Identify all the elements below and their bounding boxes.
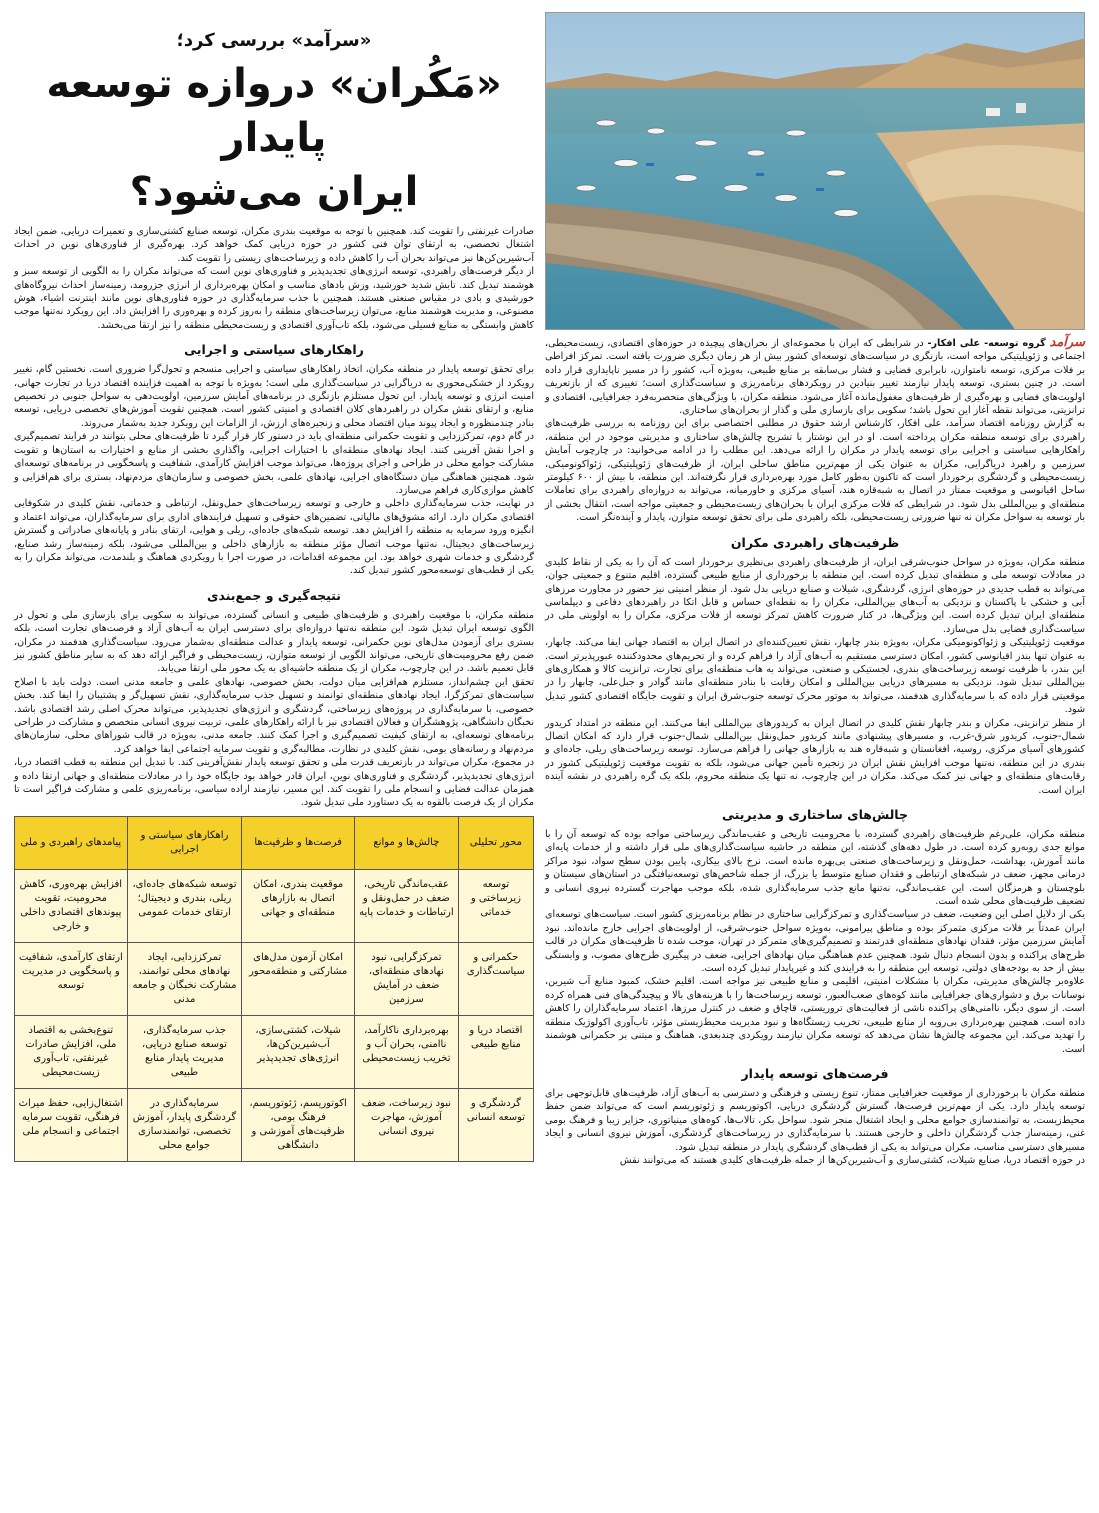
left-paragraph-4: در گام دوم، تمرکززدایی و تقویت حکمرانی منطقه‌ای باید در دستور کار قرار گیرد تا ظرفیت‌های محلی بتوانند در فرایند تصمیم‌گیری و اجرا نقش آفرینی کنند. ایجاد نهادهای منطقه‌ای با اختیارات اجرایی، واگذاری بخشی از منابع و اختیارات به استان‌ها و تقویت مشارکت جوامع محلی در طراحی و اجرای پروژه‌ها، می‌تواند موجب افزایش کارآمدی، شفافیت و پاسخگویی در برنامه‌های توسعه‌ای شود. همچنین هماهنگی میان دستگاه‌های اجرایی، نهادهای علمی، بخش خصوصی و سازمان‌های مردم‌نهاد، بستری برای هم‌افزایی و کاهش موازی‌کاری فراهم می‌سازد. (14, 431, 534, 496)
publication-logo: سرآمد (1049, 335, 1085, 350)
table-header-row (15, 816, 534, 869)
headline-line-2: ایران می‌شود؟ (129, 169, 419, 215)
intro-text: در شرایطی که ایران با مجموعه‌ای از بحران‌های پیچیده در حوزه‌های اقتصادی، زیست‌محیطی، اجتماعی و ژئوپلیتیکی مواجه است، بازنگری در سیاست‌های توسعه‌ای کشور بیش از هر زمان دیگری ضرورت یافته است. تمرکز افراطی بر فلات مرکزی، توسعه نامتوازن، نابرابری فضایی و فشار بی‌سابقه بر منابع طبیعی، به‌ویژه آب، کشور را در مسیر ناپایداری قرار داده است. در چنین بستری، توسعه پایدار نیازمند تغییر بنیادین در رویکردهای برنامه‌ریزی و سیاست‌گذاری است؛ تغییری که از بازتعریف اولویت‌های فضایی و بهره‌گیری از ظرفیت‌های مغفول‌مانده آغاز می‌شود. منطقه مکران، با ویژگی‌های منحصربه‌فرد جغرافیایی، اقتصادی و ترانزیتی، می‌تواند نقطه آغاز این تحول باشد؛ سکویی برای بازسازی ملی و گذار از بحران‌های ساختاری. (545, 338, 1085, 417)
right-paragraph-8: علاوه‌بر چالش‌های مدیریتی، مکران با مشکلات امنیتی، اقلیمی و منابع طبیعی نیز مواجه است. اقلیم خشک، کمبود منابع آب شیرین، نوسانات برق و دشواری‌های جغرافیایی مانند کوه‌های صعب‌العبور، توسعه زیرساخت‌ها را با هزینه‌های بالا و پیچیدگی‌های فنی همراه کرده است. از سوی دیگر، ناامنی‌های پراکنده ناشی از فعالیت‌های تروریستی، قاچاق و ضعف در کنترل مرزها، اعتماد سرمایه‌گذاران را کاهش داده است. همچنین بهره‌برداری بی‌رویه از منابع طبیعی، تخریب زیستگاه‌ها و نبود مدیریت محیط‌زیستی مؤثر، تاب‌آوری اکولوژیک منطقه را تهدید می‌کند. این مجموعه چالش‌ها نشان می‌دهد که توسعه مکران نیازمند رویکردی چندبعدی، هماهنگ و مبتنی بر حکمرانی هوشمند است. (545, 976, 1085, 1055)
harbor-illustration (546, 13, 1085, 330)
table-row (15, 869, 534, 942)
table-cell: اقتصاد دریا و منابع طبیعی (458, 1015, 533, 1088)
headline-line-1: «مَکُران» دروازه توسعه پایدار (46, 61, 502, 161)
right-paragraph-9: منطقه مکران با برخورداری از موقعیت جغرافیایی ممتاز، تنوع زیستی و فرهنگی و دسترسی به آب‌های آزاد، ظرفیت‌های قابل‌توجهی برای توسعه پایدار دارد. یکی از مهم‌ترین فرصت‌ها، گسترش گردشگری دریایی، اکوتوریسم و ژئوتوریسم است که می‌تواند ضمن حفظ محیط‌زیست، به توانمندسازی جوامع محلی و ایجاد اشتغال منجر شود. سواحل بکر، تالاب‌ها، کوه‌های مینیاتوری، جزایر زیبا و فرهنگ بومی غنی، زمینه‌ساز جذب گردشگران داخلی و خارجی هستند. با سرمایه‌گذاری در زیرساخت‌های گردشگری، آموزش نیروی انسانی و ایجاد مسیرهای دسترسی مناسب، مکران می‌تواند به یکی از قطب‌های گردشگری پایدار در منطقه تبدیل شود. (545, 1087, 1085, 1153)
right-paragraph-2: به گزارش روزنامه اقتصاد سرآمد، علی افکار، کارشناس ارشد حقوق در مطلبی اختصاصی برای این روزنامه به بررسی ظرفیت‌های راهبردی برای توسعه منطقه مکران پرداخته است. او در این نوشتار با تشریح چالش‌های ساختاری و مدیریتی موجود در این منطقه، راهکارهایی سیاستی و اجرایی برای توسعه پایدار در مکران را ارائه می‌دهد. این مطلب را در ادامه می‌خوانید: در چارچوب آمایش سرزمین و راهبرد دریاگرایی، مکران به عنوان یکی از مهم‌ترین مناطق ساحلی ایران، از ظرفیت‌های ژئوپلیتیکی، ژئواکونومیکی، زیست‌محیطی و گردشگری برخوردار است که تاکنون به‌طور کامل مورد بهره‌برداری قرار نگرفته‌اند. این منطقه، با بیش از ۶۰۰ کیلومتر ساحل اقیانوسی و موقعیت ممتاز در اتصال به شبه‌قاره هند، آسیای مرکزی و خاورمیانه، می‌تواند به دروازه‌ای راهبردی برای تعاملات منطقه‌ای و بین‌المللی بدل شود. در شرایطی که فلات مرکزی ایران با بحران‌های زیست‌محیطی و جمعیتی مواجه است، انتقال بخشی از بار توسعه به سواحل مکران نه تنها ضرورتی زیست‌محیطی، بلکه راهبردی ملی برای تحقق توسعه متوازن، پایدار و آینده‌نگر است. (545, 418, 1085, 524)
right-column (545, 12, 1085, 1167)
table-row (15, 942, 534, 1015)
table-cell: امکان آزمون مدل‌های مشارکتی و منطقه‌محور (242, 942, 355, 1015)
harbor-photo (545, 12, 1085, 330)
right-paragraph-7: یکی از دلایل اصلی این وضعیت، ضعف در سیاست‌گذاری و تمرکزگرایی ساختاری در نظام برنامه‌ریزی کشور است. سیاست‌های توسعه‌ای ایران عمدتاً بر فلات مرکزی متمرکز بوده و مناطق پیرامونی، به‌ویژه سواحل جنوب‌شرقی، از اولویت‌های اجرایی خارج مانده‌اند. نبود آمایش سرزمین مؤثر، فقدان نهادهای منطقه‌ای قدرتمند و تصمیم‌گیری‌های متمرکز در تهران، موجب شده تا ظرفیت‌های مکران در قالب طرح‌های پراکنده و بدون انسجام دنبال شود. همچنین عدم هماهنگی میان نهادهای اجرایی، ضعف در پیگیری طرح‌های مصوب، و وابستگی بیش از حد به بودجه‌های دولتی، توسعه این منطقه را به فرایندی کند و غیرپایدار تبدیل کرده است. (545, 909, 1085, 975)
table-cell: موقعیت بندری، امکان اتصال به بازارهای منطقه‌ای و جهانی (242, 869, 355, 942)
table-cell: توسعه زیرساختی و خدماتی (458, 869, 533, 942)
left-paragraph-5: در نهایت، جذب سرمایه‌گذاری داخلی و خارجی و توسعه زیرساخت‌های حمل‌ونقل، ارتباطی و خدماتی، نقش کلیدی در شکوفایی اقتصادی مکران دارد. ارائه مشوق‌های مالیاتی، تضمین‌های حقوقی و تسهیل فرایندهای اداری برای سرمایه‌گذاران، می‌تواند اعتماد و انگیزه ورود سرمایه به منطقه را افزایش دهد. توسعه شبکه‌های جاده‌ای، ریلی و هوایی، ارتقای بنادر و پایانه‌های صادراتی و گسترش زیرساخت‌های دیجیتال، نه‌تنها موجب اتصال مؤثر منطقه به بازارهای داخلی و بین‌المللی می‌شود، بلکه زمینه‌ساز رشد صنایع، گردشگری و خدمات شهری خواهد بود. این مجموعه اقدامات، در صورت اجرا با رویکردی هماهنگ و بلندمدت، می‌تواند مکران را به یکی از قطب‌های توسعه‌محور کشور تبدیل کند. (14, 498, 534, 577)
heading-sustainable-opportunities: فرصت‌های توسعه پایدار (741, 1065, 889, 1081)
table-cell: تنوع‌بخشی به اقتصاد ملی، افزایش صادرات غیرنفتی، تاب‌آوری زیست‌محیطی (15, 1015, 128, 1088)
byline: گروه توسعه- علی افکار- (927, 338, 1046, 349)
table-header-cell: پیامدهای راهبردی و ملی (15, 816, 128, 869)
table-cell: شیلات، کشتی‌سازی، آب‌شیرین‌کن‌ها، انرژی‌های تجدیدپذیر (242, 1015, 355, 1088)
table-cell: توسعه شبکه‌های جاده‌ای، ریلی، بندری و دیجیتال؛ ارتقای خدمات عمومی (127, 869, 241, 942)
left-paragraph-8: در مجموع، مکران می‌تواند در بازتعریف قدرت ملی و تحقق توسعه پایدار نقش‌آفرینی کند. با تبدیل این منطقه به قطب اقتصاد دریا، انرژی‌های تجدیدپذیر، گردشگری و فناوری‌های نوین، ایران قادر خواهد بود جایگاه خود را در معادلات منطقه‌ای و جهانی ارتقا داده و همزمان عدالت فضایی و انسجام ملی را تقویت کند. این مسیر، نیازمند اراده سیاسی، برنامه‌ریزی علمی و مشارکت فراگیر است تا مکران از یک فرصت بالقوه به یک دستاورد ملی تبدیل شود. (14, 757, 534, 809)
table-row (15, 1015, 534, 1088)
right-paragraph-10: در حوزه اقتصاد دریا، صنایع شیلات، کشتی‌سازی و آب‌شیرین‌کن‌ها از جمله ظرفیت‌های کلیدی هستند که می‌توانند نقش (619, 1154, 1085, 1166)
table-cell: تمرکززدایی، ایجاد نهادهای محلی توانمند، مشارکت نخبگان و جامعه مدنی (127, 942, 241, 1015)
table-row (15, 1088, 534, 1161)
heading-strategic-capacities: ظرفیت‌های راهبردی مکران (730, 534, 900, 550)
table-header-cell: فرصت‌ها و ظرفیت‌ها (242, 816, 355, 869)
left-paragraph-2: از دیگر فرصت‌های راهبردی، توسعه انرژی‌های تجدیدپذیر و فناوری‌های نوین است که می‌تواند مکران را به الگویی از توسعه سبز و هوشمند تبدیل کند. تابش شدید خورشید، وزش بادهای مناسب و امکان بهره‌برداری از انرژی جزرومد، زمینه‌ساز احداث نیروگاه‌های خورشیدی و بادی در مقیاس صنعتی هستند. همچنین با جذب سرمایه‌گذاری در حوزه فناوری‌های نوین مانند اینترنت اشیاء، هوش مصنوعی، و مدیریت هوشمند منابع، می‌توان زیرساخت‌های منطقه را به‌روز کرده و بهره‌وری را افزایش داد. این رویکرد نه‌تنها موجب کاهش وابستگی به منابع فسیلی می‌شود، بلکه تاب‌آوری اقتصادی و زیست‌محیطی منطقه را نیز ارتقا می‌بخشد. (14, 266, 534, 331)
table-cell: بهره‌برداری ناکارآمد، ناامنی، بحران آب و تخریب زیست‌محیطی (355, 1015, 459, 1088)
heading-structural-challenges: چالش‌های ساختاری و مدیریتی (721, 807, 909, 822)
left-paragraph-3: برای تحقق توسعه پایدار در منطقه مکران، اتخاذ راهکارهای سیاستی و اجرایی منسجم و تحول‌گرا ضروری است. نخستین گام، تغییر رویکرد از خشکی‌محوری به دریاگرایی در سیاست‌گذاری ملی است؛ به‌ویژه با توجه به اهمیت فزاینده اقتصاد دریا در تجارت جهانی، امنیت انرژی و توسعه پایدار. این تحول مستلزم بازنگری در برنامه‌های آمایش سرزمین، اولویت‌دهی به سواحل جنوبی در تخصیص منابع، و ارتقای نقش مکران در راهبردهای کلان اقتصادی و امنیتی کشور است. همچنین تقویت آموزش‌های تخصصی دریایی، توسعه بنادر چندمنظوره و ایجاد پیوند میان اقتصاد محلی و زنجیره‌های ارزش، از الزامات این رویکرد جدید به‌شمار می‌روند. (14, 364, 534, 429)
table-cell: حکمرانی و سیاست‌گذاری (458, 942, 533, 1015)
right-paragraph-6: منطقه مکران، علی‌رغم ظرفیت‌های راهبردی گسترده، با محرومیت تاریخی و عقب‌ماندگی زیرساختی مواجه بوده که توسعه آن را با موانع جدی روبه‌رو کرده است. در طول دهه‌های گذشته، این منطقه در حاشیه سیاست‌گذاری‌های ملی قرار داشته و از خدمات پایه‌ای مانند آموزش، بهداشت، حمل‌ونقل و زیرساخت‌های صنعتی بی‌بهره مانده است. نرخ بالای بیکاری، پایین بودن سطح سواد، نبود مراکز درمانی مجهز، ضعف در شبکه‌های ارتباطی و فقدان صنایع متوسط یا بزرگ، از جمله شاخص‌های توسعه‌نیافتگی در استان‌های سیستان و بلوچستان و هرمزگان است. این عقب‌ماندگی، نه‌تنها مانع جذب سرمایه‌گذاری شده، بلکه موجب مهاجرت گسترده نیروی انسانی و تضعیف ظرفیت‌های محلی شده است. (545, 829, 1085, 908)
left-paragraph-6: منطقه مکران، با موقعیت راهبردی و ظرفیت‌های طبیعی و انسانی گسترده، می‌تواند به سکویی برای بازسازی ملی و تحول در الگوی توسعه ایران تبدیل شود. این منطقه نه‌تنها دروازه‌ای برای دسترسی ایران به آب‌های آزاد و فرصت‌های تجارت است، بلکه بستری برای آزمودن مدل‌های نوین حکمرانی، توسعه پایدار و عدالت منطقه‌ای به‌شمار می‌رود. سیاست‌گذاری هدفمند در مکران، ضمن رفع محرومیت‌های تاریخی، می‌تواند الگویی از توسعه متوازن، زیست‌محیطی و فراگیر ارائه دهد که به سایر مناطق کشور نیز قابل تعمیم باشد. در این چارچوب، مکران از یک منطقه حاشیه‌ای به یک محور ملی ارتقا می‌یابد. (14, 609, 534, 675)
table-cell: سرمایه‌گذاری در گردشگری پایدار، آموزش تخصصی، توانمندسازی جوامع محلی (127, 1088, 241, 1161)
heading-policy-solutions: راهکارهای سیاستی و اجرایی (184, 342, 364, 358)
right-paragraph-5: از منظر ترانزیتی، مکران و بندر چابهار نقش کلیدی در اتصال ایران به کریدورهای بین‌المللی ایفا می‌کنند. این منطقه در امتداد کریدور شمال-جنوب، کریدور شرق-غرب، و مسیرهای پیشنهادی مانند کریدور حمل‌ونقل بین‌المللی شمال-جنوب قرار دارد که امکان اتصال کشورهای آسیای مرکزی، روسیه، افغانستان و شبه‌قاره هند به بازارهای جهانی را فراهم می‌سازد. توسعه زیرساخت‌های ریلی، جاده‌ای و بندری در این منطقه، نه‌تنها موجب افزایش نقش ایران در زنجیره تأمین جهانی می‌شود، بلکه به تقویت موقعیت ژئوپلیتیکی کشور در رقابت‌های منطقه‌ای و جهانی نیز کمک می‌کند. مکران در این چارچوب، نه تنها یک منطقه محروم، بلکه یک گره راهبردی در نقشه آینده ایران است. (545, 717, 1085, 796)
left-column (14, 12, 534, 1162)
table-cell: افزایش بهره‌وری، کاهش محرومیت، تقویت پیوندهای اقتصادی داخلی و خارجی (15, 869, 128, 942)
heading-conclusion: نتیجه‌گیری و جمع‌بندی (207, 587, 341, 603)
table-cell: ارتقای کارآمدی، شفافیت و پاسخگویی در مدیریت توسعه (15, 942, 128, 1015)
right-paragraph-4: موقعیت ژئوپلیتیکی و ژئواکونومیکی مکران، به‌ویژه بندر چابهار، نقش تعیین‌کننده‌ای در اتصال ایران به اقتصاد جهانی ایفا می‌کند. چابهار، به عنوان تنها بندر اقیانوسی کشور، امکان دسترسی مستقیم به آب‌های آزاد را فراهم کرده و از تحریم‌های محدودکننده عبورپذیرتر است. این بندر، با ظرفیت توسعه زیرساخت‌های بندری، لجستیکی و صنعتی، می‌تواند به هاب منطقه‌ای برای تجارت، ترانزیت کالا و همکاری‌های بین‌المللی تبدیل شود. نزدیکی به مسیرهای دریایی بین‌المللی و امکان رقابت با بنادر منطقه‌ای مانند گوادر و جبل‌علی، چابهار را در موقعیتی قرار داده که با سرمایه‌گذاری هدفمند، می‌تواند به موتور محرک توسعه جنوب‌شرق ایران و تقویت جایگاه اقتصادی کشور تبدیل شود. (545, 637, 1085, 716)
table-cell: جذب سرمایه‌گذاری، توسعه صنایع دریایی، مدیریت پایدار منابع طبیعی (127, 1015, 241, 1088)
table-cell: اشتغال‌زایی، حفظ میراث فرهنگی، تقویت سرمایه اجتماعی و انسجام ملی (15, 1088, 128, 1161)
left-paragraph-7: تحقق این چشم‌انداز، مستلزم هم‌افزایی میان دولت، بخش خصوصی، نهادهای علمی و جامعه مدنی است. دولت باید با اصلاح سیاست‌های تمرکزگرا، ایجاد نهادهای منطقه‌ای توانمند و تسهیل جذب سرمایه‌گذاری، نقش تسهیل‌گر و پشتیبان را ایفا کند. بخش خصوصی، با سرمایه‌گذاری در پروژه‌های زیرساختی، گردشگری و انرژی‌های تجدیدپذیر، می‌تواند محرک اصلی رشد اقتصادی باشد. نخبگان دانشگاهی، پژوهشگران و فعالان اقتصادی نیز با ارائه راهکارهای علمی، تربیت نیروی انسانی متخصص و مشارکت در طراحی برنامه‌های توسعه‌ای، به ارتقای کیفیت تصمیم‌گیری و اجرا کمک کنند. جامعه مدنی، به‌ویژه در قالب شوراهای محلی، سازمان‌های مردم‌نهاد و رسانه‌های بومی، نقش کلیدی در نظارت، مطالبه‌گری و تقویت سرمایه اجتماعی ایفا خواهد کرد. (14, 676, 534, 755)
table-header-cell: چالش‌ها و موانع (355, 816, 459, 869)
table-cell: نبود زیرساخت، ضعف آموزش، مهاجرت نیروی انسانی (355, 1088, 459, 1161)
table-cell: عقب‌ماندگی تاریخی، ضعف در حمل‌ونقل و ارتباطات و خدمات پایه (355, 869, 459, 942)
table-header-cell: محور تحلیلی (458, 816, 533, 869)
kicker: «سرآمد» بررسی کرد؛ (176, 30, 372, 51)
table-cell: گردشگری و توسعه انسانی (458, 1088, 533, 1161)
left-paragraph-1: صادرات غیرنفتی را تقویت کند. همچنین با توجه به موقعیت بندری مکران، توسعه صنایع کشتی‌سازی و تعمیرات دریایی، ضمن ایجاد اشتغال تخصصی، به ارتقای توان فنی کشور در حوزه دریایی کمک خواهد کرد. بهره‌گیری از فناوری‌های نوین در احداث آب‌شیرین‌کن‌ها نیز می‌تواند بحران آب را کاهش داده و زیرساخت‌های زیستی را تقویت کند. (14, 226, 534, 264)
table-cell: اکوتوریسم، ژئوتوریسم، فرهنگ بومی، ظرفیت‌های آموزشی و دانشگاهی (242, 1088, 355, 1161)
table-header-cell: راهکارهای سیاستی و اجرایی (127, 816, 241, 869)
right-paragraph-3: منطقه مکران، به‌ویژه در سواحل جنوب‌شرقی ایران، از ظرفیت‌های راهبردی بی‌نظیری برخوردار است که آن را به یکی از نقاط کلیدی در معادلات توسعه ملی و منطقه‌ای تبدیل کرده است. این منطقه با برخورداری از منابع طبیعی گسترده، اقلیم متنوع و جمعیتی جوان، می‌تواند به قطب جدیدی در حوزه‌های انرژی، گردشگری، شیلات و صنایع دریایی بدل شود. از منظر امنیتی نیز حضور در مجاورت مرزهای آبی و خشکی با پاکستان و نزدیکی به آب‌های بین‌المللی، مکران را به نقطه‌ای حساس و قابل اتکا در راهبردهای دفاعی و دیپلماسی منطقه‌ای ایران تبدیل کرده است. این ویژگی‌ها، در کنار ضرورت کاهش تمرکز توسعه از فلات مرکزی، مکران را به اولویتی ملی در سیاست‌گذاری فضایی بدل می‌سازد. (545, 556, 1085, 635)
table-cell: تمرکزگرایی، نبود نهادهای منطقه‌ای، ضعف در آمایش سرزمین (355, 942, 459, 1015)
intro-paragraph (545, 336, 1085, 417)
summary-table (14, 816, 534, 1162)
